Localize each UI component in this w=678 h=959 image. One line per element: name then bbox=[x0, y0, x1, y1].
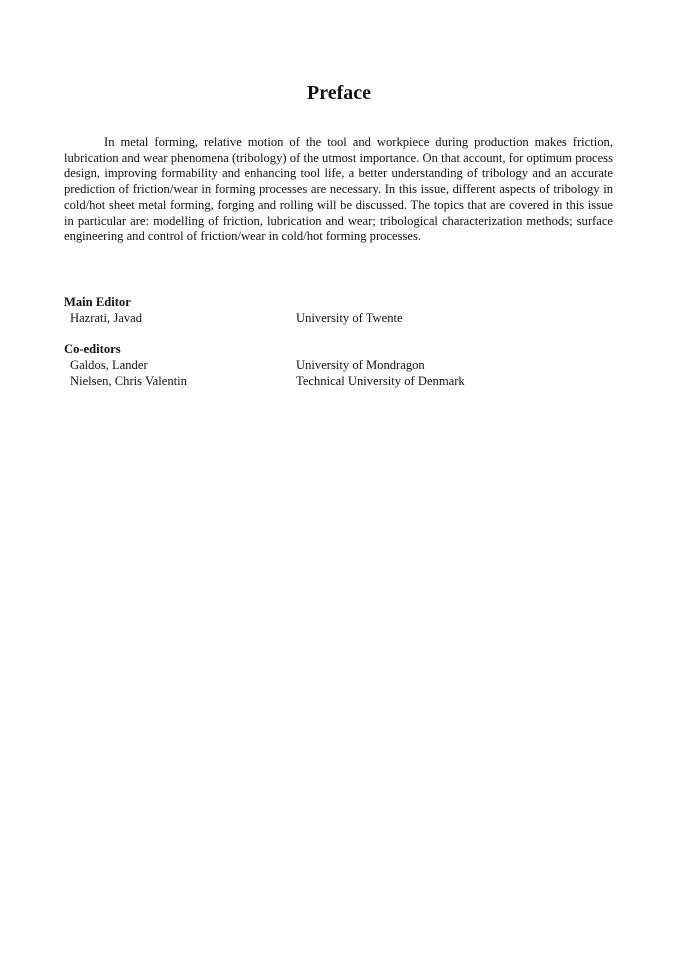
co-editor-row bbox=[70, 357, 630, 373]
co-editor-affiliation: Technical University of Denmark bbox=[296, 374, 465, 388]
co-editor-name: Nielsen, Chris Valentin bbox=[70, 374, 187, 388]
co-editor-name: Galdos, Lander bbox=[70, 358, 148, 372]
preface-paragraph: In metal forming, relative motion of the tool and workpiece during production makes friction, lubrication and wear phenomena (tribology) of the utmost importance. On that account, for optimum process design, improving formability and enhancing tool life, a better understanding of tribology and an accurate prediction of friction/wear in forming processes are necessary. In this issue, different aspects of tribology in cold/hot sheet metal forming, forging and rolling will be discussed. The topics that are covered in this issue in particular are: modelling of friction, lubrication and wear; tribological characterization methods; surface engineering and control of friction/wear in cold/hot forming processes. bbox=[64, 135, 613, 244]
co-editors-heading: Co-editors bbox=[64, 342, 121, 356]
page-title: Preface bbox=[306, 82, 372, 104]
main-editor-heading: Main Editor bbox=[64, 295, 131, 309]
editor-name: Hazrati, Javad bbox=[70, 311, 143, 325]
editor-affiliation: University of Twente bbox=[296, 311, 403, 325]
co-editor-affiliation: University of Mondragon bbox=[296, 358, 425, 372]
main-editor-row bbox=[70, 310, 630, 326]
co-editor-row bbox=[70, 373, 630, 389]
